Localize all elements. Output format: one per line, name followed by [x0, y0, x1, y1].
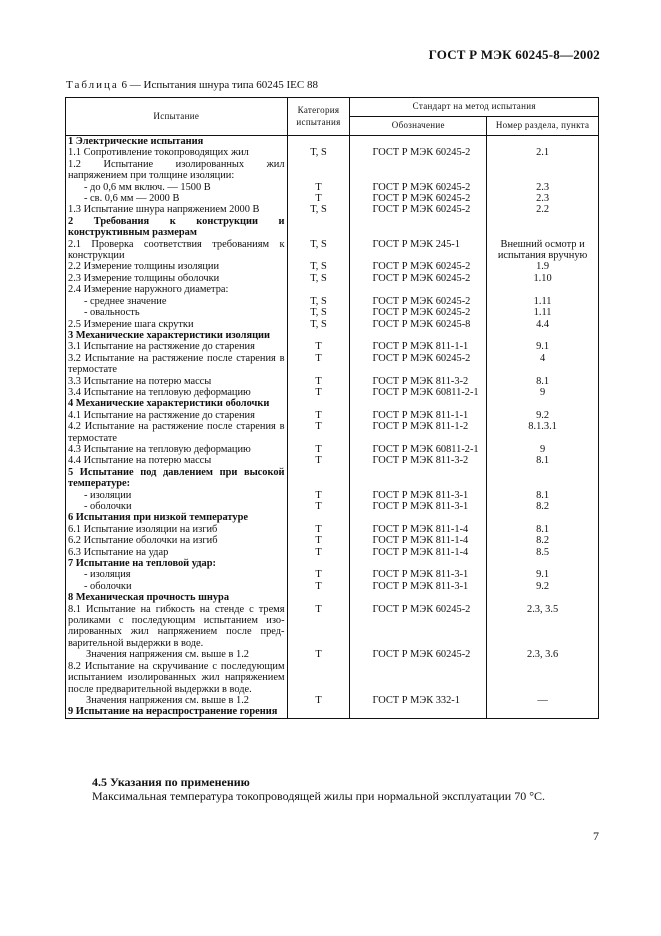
table-row [66, 421, 599, 444]
cell-section: 8.1 [487, 455, 599, 466]
section-heading: 4.5 Указания по применению [92, 775, 250, 789]
table-row [66, 204, 599, 215]
cell-category [287, 558, 350, 569]
cell-test: Значения напряжения см. выше в 1.2 [66, 695, 288, 706]
table-row [66, 330, 599, 341]
table-row [66, 136, 599, 148]
cell-section: 1.11 [487, 307, 599, 318]
cell-section: 8.1 [487, 524, 599, 535]
col-header-designation: Обозначение [350, 117, 487, 136]
cell-designation [350, 330, 487, 341]
cell-section: 9.2 [487, 581, 599, 592]
table-row [66, 353, 599, 376]
cell-category: T, S [287, 239, 350, 262]
cell-designation [350, 216, 487, 239]
table-row [66, 649, 599, 660]
table-row [66, 387, 599, 398]
cell-section [487, 592, 599, 603]
table-row [66, 535, 599, 546]
cell-designation [350, 159, 487, 182]
cell-section: Внешний осмотр и испытания вручную [487, 239, 599, 262]
col-header-category: Категория испытания [287, 98, 350, 136]
tests-table [65, 97, 599, 719]
table-row [66, 501, 599, 512]
cell-test: Значения напряжения см. выше в 1.2 [66, 649, 288, 660]
table-row [66, 147, 599, 158]
cell-category: T [287, 501, 350, 512]
cell-test: 1.3 Испытание шнура напряжением 2000 В [66, 204, 288, 215]
cell-section: 8.2 [487, 535, 599, 546]
table-row [66, 547, 599, 558]
cell-category: T [287, 444, 350, 455]
cell-designation: ГОСТ Р МЭК 245-1 [350, 239, 487, 262]
col-header-standard: Стандарт на метод испытания [350, 98, 599, 117]
cell-designation [350, 284, 487, 295]
cell-section: 1.11 [487, 296, 599, 307]
cell-designation: ГОСТ Р МЭК 811-3-1 [350, 581, 487, 592]
cell-designation: ГОСТ Р МЭК 811-3-2 [350, 455, 487, 466]
cell-category [287, 284, 350, 295]
cell-category: T [287, 410, 350, 421]
table-row [66, 592, 599, 603]
cell-designation: ГОСТ Р МЭК 60245-2 [350, 307, 487, 318]
cell-category [287, 136, 350, 148]
cell-designation: ГОСТ Р МЭК 60245-2 [350, 204, 487, 215]
cell-designation: ГОСТ Р МЭК 811-3-1 [350, 501, 487, 512]
cell-designation: ГОСТ Р МЭК 60811-2-1 [350, 387, 487, 398]
cell-category [287, 330, 350, 341]
cell-designation: ГОСТ Р МЭК 811-1-4 [350, 547, 487, 558]
table-row [66, 216, 599, 239]
cell-test: - среднее значение [66, 296, 288, 307]
cell-category: T [287, 535, 350, 546]
cell-designation: ГОСТ Р МЭК 60811-2-1 [350, 444, 487, 455]
cell-category: T [287, 524, 350, 535]
cell-section [487, 216, 599, 239]
cell-designation: ГОСТ Р МЭК 332-1 [350, 695, 487, 706]
cell-section [487, 398, 599, 409]
cell-category [287, 706, 350, 718]
cell-designation: ГОСТ Р МЭК 811-3-2 [350, 376, 487, 387]
cell-section: 2.2 [487, 204, 599, 215]
cell-section: 1.10 [487, 273, 599, 284]
cell-test: 4.2 Испытание на растяжение после старения в термостате [66, 421, 288, 444]
cell-designation [350, 592, 487, 603]
cell-test: 8.2 Испытание на скручивание с последующим испытанием изолированных жил напряжением после предварительной выдержки в воде. [66, 661, 288, 695]
cell-test: - оболочки [66, 581, 288, 592]
table-body [66, 136, 599, 719]
table-row [66, 524, 599, 535]
col-header-section: Номер раздела, пункта [487, 117, 599, 136]
cell-designation: ГОСТ Р МЭК 811-1-4 [350, 535, 487, 546]
cell-category: T [287, 376, 350, 387]
document-header: ГОСТ Р МЭК 60245-8—2002 [428, 47, 600, 62]
cell-category: T [287, 182, 350, 193]
cell-category: T, S [287, 273, 350, 284]
cell-test: 2.2 Измерение толщины изоляции [66, 261, 288, 272]
cell-test: 3 Механические характеристики изоляции [66, 330, 288, 341]
cell-section: 8.1 [487, 376, 599, 387]
cell-category: T, S [287, 147, 350, 158]
cell-designation: ГОСТ Р МЭК 60245-2 [350, 261, 487, 272]
table-row [66, 695, 599, 706]
cell-designation: ГОСТ Р МЭК 60245-2 [350, 604, 487, 650]
cell-category: T [287, 387, 350, 398]
cell-section: 9.1 [487, 569, 599, 580]
cell-test: 4 Механические характеристики оболочки [66, 398, 288, 409]
cell-designation [350, 136, 487, 148]
cell-category: T [287, 604, 350, 650]
cell-category: T [287, 569, 350, 580]
table-row [66, 182, 599, 193]
cell-test: 6 Испытания при низкой температуре [66, 512, 288, 523]
cell-test: - изоляция [66, 569, 288, 580]
cell-section [487, 136, 599, 148]
table-row [66, 706, 599, 718]
cell-category: T [287, 649, 350, 660]
cell-test: 7 Испытание на тепловой удар: [66, 558, 288, 569]
cell-designation: ГОСТ Р МЭК 811-3-1 [350, 490, 487, 501]
cell-section [487, 330, 599, 341]
table-caption-prefix: Таблица [66, 79, 119, 91]
cell-section: 8.1.3.1 [487, 421, 599, 444]
page-number: 7 [593, 829, 599, 843]
cell-category: T, S [287, 307, 350, 318]
cell-section: 2.3 [487, 193, 599, 204]
table-row [66, 193, 599, 204]
cell-category: T, S [287, 296, 350, 307]
cell-test: 8.1 Испытание на гибкость на стенде с тремя роликами с последующим испытанием изо- лированных жил напряжением после пред- варительной выдержки в воде. [66, 604, 288, 650]
table-caption-text: 6 — Испытания шнура типа 60245 IEC 88 [118, 79, 318, 91]
cell-test: 1.2 Испытание изолированных жил напряжением при толщине изоляции: [66, 159, 288, 182]
cell-section: 4 [487, 353, 599, 376]
col-header-test: Испытание [66, 98, 288, 136]
cell-category: T, S [287, 319, 350, 330]
cell-test: 2 Требования к конструкции и конструктивным размерам [66, 216, 288, 239]
cell-test: - св. 0,6 мм — 2000 В [66, 193, 288, 204]
cell-category [287, 216, 350, 239]
cell-category: T [287, 341, 350, 352]
cell-test: 1.1 Сопротивление токопроводящих жил [66, 147, 288, 158]
cell-section [487, 512, 599, 523]
cell-section: — [487, 695, 599, 706]
cell-category: T [287, 193, 350, 204]
table-row [66, 284, 599, 295]
cell-designation [350, 398, 487, 409]
cell-section: 2.1 [487, 147, 599, 158]
table-row [66, 273, 599, 284]
cell-category: T [287, 547, 350, 558]
cell-category: T [287, 695, 350, 706]
cell-designation: ГОСТ Р МЭК 60245-2 [350, 273, 487, 284]
table-row [66, 261, 599, 272]
cell-section [487, 159, 599, 182]
cell-category: T [287, 581, 350, 592]
cell-section: 4.4 [487, 319, 599, 330]
cell-test: 4.4 Испытание на потерю массы [66, 455, 288, 466]
cell-section: 9.1 [487, 341, 599, 352]
table-row [66, 558, 599, 569]
table-row [66, 159, 599, 182]
cell-section: 8.2 [487, 501, 599, 512]
cell-section: 8.5 [487, 547, 599, 558]
table-row [66, 512, 599, 523]
table-row [66, 444, 599, 455]
cell-test: - оболочки [66, 501, 288, 512]
cell-designation: ГОСТ Р МЭК 60245-8 [350, 319, 487, 330]
table-row [66, 661, 599, 695]
cell-designation: ГОСТ Р МЭК 811-1-2 [350, 421, 487, 444]
cell-test: 6.3 Испытание на удар [66, 547, 288, 558]
cell-designation [350, 706, 487, 718]
cell-designation: ГОСТ Р МЭК 60245-2 [350, 147, 487, 158]
cell-designation [350, 661, 487, 695]
cell-section: 2.3 [487, 182, 599, 193]
table-row [66, 341, 599, 352]
cell-test: - овальность [66, 307, 288, 318]
cell-section [487, 284, 599, 295]
cell-category [287, 512, 350, 523]
cell-test: 3.3 Испытание на потерю массы [66, 376, 288, 387]
cell-test: 3.1 Испытание на растяжение до старения [66, 341, 288, 352]
cell-section [487, 467, 599, 490]
cell-test: 2.3 Измерение толщины оболочки [66, 273, 288, 284]
cell-category: T, S [287, 261, 350, 272]
cell-section: 9.2 [487, 410, 599, 421]
cell-section: 1.9 [487, 261, 599, 272]
table-caption [66, 79, 318, 91]
cell-designation [350, 558, 487, 569]
cell-test: 9 Испытание на нераспространение горения [66, 706, 288, 718]
cell-designation: ГОСТ Р МЭК 811-3-1 [350, 569, 487, 580]
cell-test: 2.5 Измерение шага скрутки [66, 319, 288, 330]
table-row [66, 398, 599, 409]
cell-category [287, 467, 350, 490]
table-row [66, 581, 599, 592]
paragraph: Максимальная температура токопроводящей жилы при нормальной эксплуатации 70 °С. [92, 789, 546, 803]
cell-category [287, 592, 350, 603]
cell-section: 9 [487, 387, 599, 398]
cell-designation: ГОСТ Р МЭК 60245-2 [350, 182, 487, 193]
cell-category: T [287, 353, 350, 376]
cell-test: 2.1 Проверка соответствия требованиям к конструкции [66, 239, 288, 262]
cell-test: - до 0,6 мм включ. — 1500 В [66, 182, 288, 193]
cell-designation: ГОСТ Р МЭК 811-1-4 [350, 524, 487, 535]
cell-designation: ГОСТ Р МЭК 811-1-1 [350, 341, 487, 352]
cell-test: 3.4 Испытание на тепловую деформацию [66, 387, 288, 398]
cell-test: 4.3 Испытание на тепловую деформацию [66, 444, 288, 455]
cell-category: T [287, 490, 350, 501]
cell-category: T [287, 455, 350, 466]
cell-test: 6.2 Испытание оболочки на изгиб [66, 535, 288, 546]
cell-designation: ГОСТ Р МЭК 811-1-1 [350, 410, 487, 421]
cell-category [287, 398, 350, 409]
cell-section [487, 661, 599, 695]
cell-test: 5 Испытание под давлением при высокой температуре: [66, 467, 288, 490]
cell-test: - изоляции [66, 490, 288, 501]
table-row [66, 307, 599, 318]
cell-section: 2.3, 3.5 [487, 604, 599, 650]
cell-category [287, 159, 350, 182]
cell-designation: ГОСТ Р МЭК 60245-2 [350, 193, 487, 204]
cell-section: 9 [487, 444, 599, 455]
cell-test: 2.4 Измерение наружного диаметра: [66, 284, 288, 295]
cell-designation: ГОСТ Р МЭК 60245-2 [350, 353, 487, 376]
cell-designation [350, 512, 487, 523]
cell-section: 2.3, 3.6 [487, 649, 599, 660]
cell-test: 6.1 Испытание изоляции на изгиб [66, 524, 288, 535]
table-row [66, 467, 599, 490]
table-row [66, 296, 599, 307]
table-row [66, 239, 599, 262]
cell-designation: ГОСТ Р МЭК 60245-2 [350, 649, 487, 660]
cell-section [487, 706, 599, 718]
cell-category: T, S [287, 204, 350, 215]
table-row [66, 455, 599, 466]
cell-designation: ГОСТ Р МЭК 60245-2 [350, 296, 487, 307]
cell-test: 8 Механическая прочность шнура [66, 592, 288, 603]
table-row [66, 490, 599, 501]
table-row [66, 569, 599, 580]
cell-designation [350, 467, 487, 490]
cell-test: 3.2 Испытание на растяжение после старения в термостате [66, 353, 288, 376]
table-row [66, 319, 599, 330]
table-row [66, 604, 599, 650]
table-row [66, 376, 599, 387]
cell-section [487, 558, 599, 569]
cell-test: 4.1 Испытание на растяжение до старения [66, 410, 288, 421]
table-row [66, 410, 599, 421]
cell-category: T [287, 421, 350, 444]
cell-section: 8.1 [487, 490, 599, 501]
cell-test: 1 Электрические испытания [66, 136, 288, 148]
cell-category [287, 661, 350, 695]
